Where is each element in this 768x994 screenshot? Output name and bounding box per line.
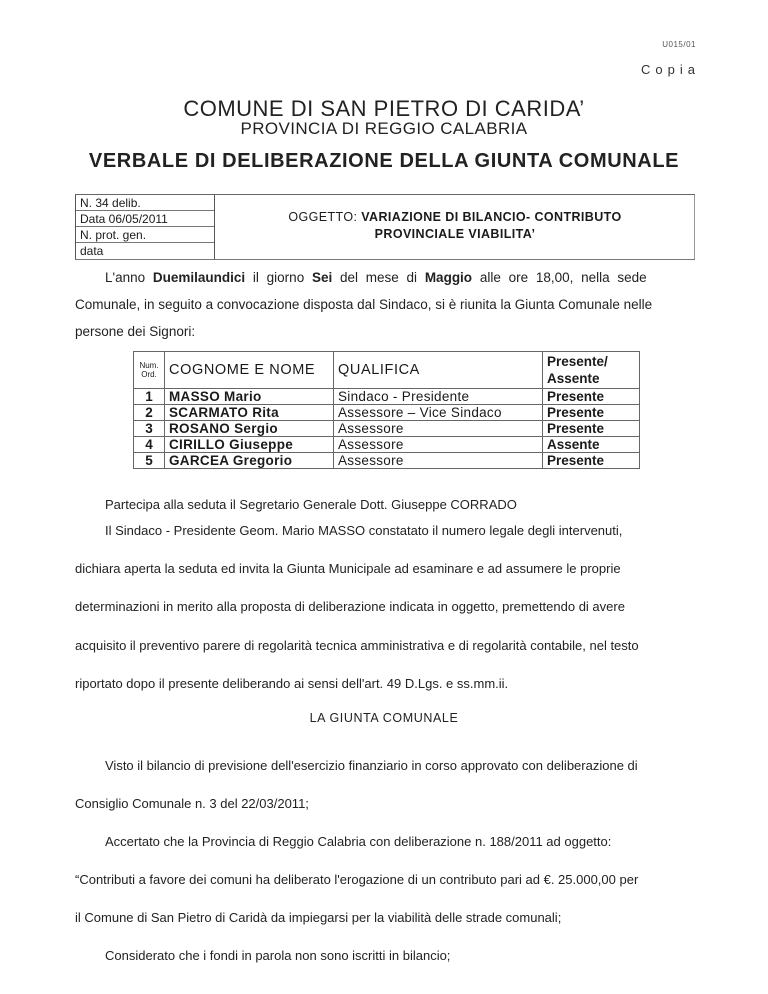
delib-number: N. 34 delib. [76, 195, 214, 211]
intro-line-3: persone dei Signori: [75, 324, 196, 339]
intro-paragraph [75, 268, 695, 341]
delib-date: Data 06/05/2011 [76, 211, 214, 227]
prot-date: data [80, 244, 104, 258]
row-num: 5 [134, 453, 165, 469]
table-header-row [134, 352, 640, 389]
subject [225, 209, 685, 243]
row-qualifica: Assessore – Vice Sindaco [334, 405, 543, 421]
year-text: Duemilaundici [152, 270, 246, 285]
row-num: 1 [134, 389, 165, 405]
row-name: ROSANO Sergio [165, 421, 334, 437]
accertato-line: “Contributi a favore dei comuni ha deliberato l'erogazione di un contributo pari ad €. 25.000,00 per [75, 872, 639, 887]
deliberation-info [75, 195, 215, 259]
table-row [134, 389, 640, 405]
row-name: GARCEA Gregorio [165, 453, 334, 469]
subject-label: OGGETTO: [288, 210, 358, 224]
document-code: U015/01 [662, 40, 696, 49]
members-table [133, 351, 640, 469]
table-row [134, 405, 640, 421]
row-name: MASSO Mario [165, 389, 334, 405]
header-num: Num. Ord. [134, 352, 165, 389]
row-status: Presente [543, 421, 640, 437]
section-heading: LA GIUNTA COMUNALE [309, 711, 459, 725]
subject-line-1: VARIAZIONE DI BILANCIO- CONTRIBUTO [361, 210, 622, 224]
row-status: Presente [543, 453, 640, 469]
secretary-line: Partecipa alla seduta il Segretario Generale Dott. Giuseppe CORRADO [105, 497, 517, 512]
box-divider [694, 195, 695, 259]
row-num: 4 [134, 437, 165, 453]
visto-line: Visto il bilancio di previsione dell'esercizio finanziario in corso approvato con deliberazione di [105, 758, 638, 773]
prot-number: N. prot. gen. [76, 227, 214, 243]
table-row [134, 437, 640, 453]
intro-word: alle ore 18,00, nella sede [479, 270, 647, 285]
body-line: acquisito il preventivo parere di regolarità tecnica amministrativa e di regolarità contabile, nel testo [75, 638, 639, 653]
accertato-line: il Comune di San Pietro di Caridà da impiegarsi per la viabilità delle strade comunali; [75, 910, 562, 925]
month-text: Maggio [424, 270, 473, 285]
municipality-title: COMUNE DI SAN PIETRO DI CARIDA’ [183, 96, 585, 121]
body-line: Il Sindaco - Presidente Geom. Mario MASSO constatato il numero legale degli intervenuti, [105, 523, 623, 538]
accertato-line: Accertato che la Provincia di Reggio Calabria con deliberazione n. 188/2011 ad oggetto: [105, 834, 612, 849]
table-row [134, 421, 640, 437]
row-name: CIRILLO Giuseppe [165, 437, 334, 453]
row-num: 2 [134, 405, 165, 421]
visto-line: Consiglio Comunale n. 3 del 22/03/2011; [75, 796, 309, 811]
day-text: Sei [311, 270, 333, 285]
row-status: Presente [543, 405, 640, 421]
header-presente: Presente/ Assente [543, 352, 640, 389]
deliberation-header-box [75, 194, 695, 260]
row-qualifica: Assessore [334, 453, 543, 469]
intro-word: il giorno [252, 270, 305, 285]
row-status: Assente [543, 437, 640, 453]
intro-word: del mese di [340, 270, 418, 285]
row-name: SCARMATO Rita [165, 405, 334, 421]
document-title: VERBALE DI DELIBERAZIONE DELLA GIUNTA COMUNALE [88, 150, 680, 172]
table-row [134, 453, 640, 469]
row-status: Presente [543, 389, 640, 405]
intro-line-2: Comunale, in seguito a convocazione disposta dal Sindaco, si è riunita la Giunta Comunale nelle [75, 297, 653, 312]
body-line: determinazioni in merito alla proposta di deliberazione indicata in oggetto, premettendo di avere [75, 599, 625, 614]
copy-stamp: Copia [641, 62, 700, 77]
subject-line-2: PROVINCIALE VIABILITA’ [374, 227, 536, 241]
intro-word: L'anno [105, 270, 146, 285]
province-subtitle: PROVINCIA DI REGGIO CALABRIA [240, 119, 528, 138]
row-qualifica: Assessore [334, 421, 543, 437]
body-line: dichiara aperta la seduta ed invita la Giunta Municipale ad esaminare e ad assumere le proprie [75, 561, 621, 576]
considerato-line: Considerato che i fondi in parola non sono iscritti in bilancio; [105, 948, 451, 963]
row-qualifica: Sindaco - Presidente [334, 389, 543, 405]
header-name: COGNOME E NOME [165, 352, 334, 389]
row-num: 3 [134, 421, 165, 437]
body-line: riportato dopo il presente deliberando ai sensi dell'art. 49 D.Lgs. e ss.mm.ii. [75, 676, 509, 691]
row-qualifica: Assessore [334, 437, 543, 453]
header-qualifica: QUALIFICA [334, 352, 543, 389]
